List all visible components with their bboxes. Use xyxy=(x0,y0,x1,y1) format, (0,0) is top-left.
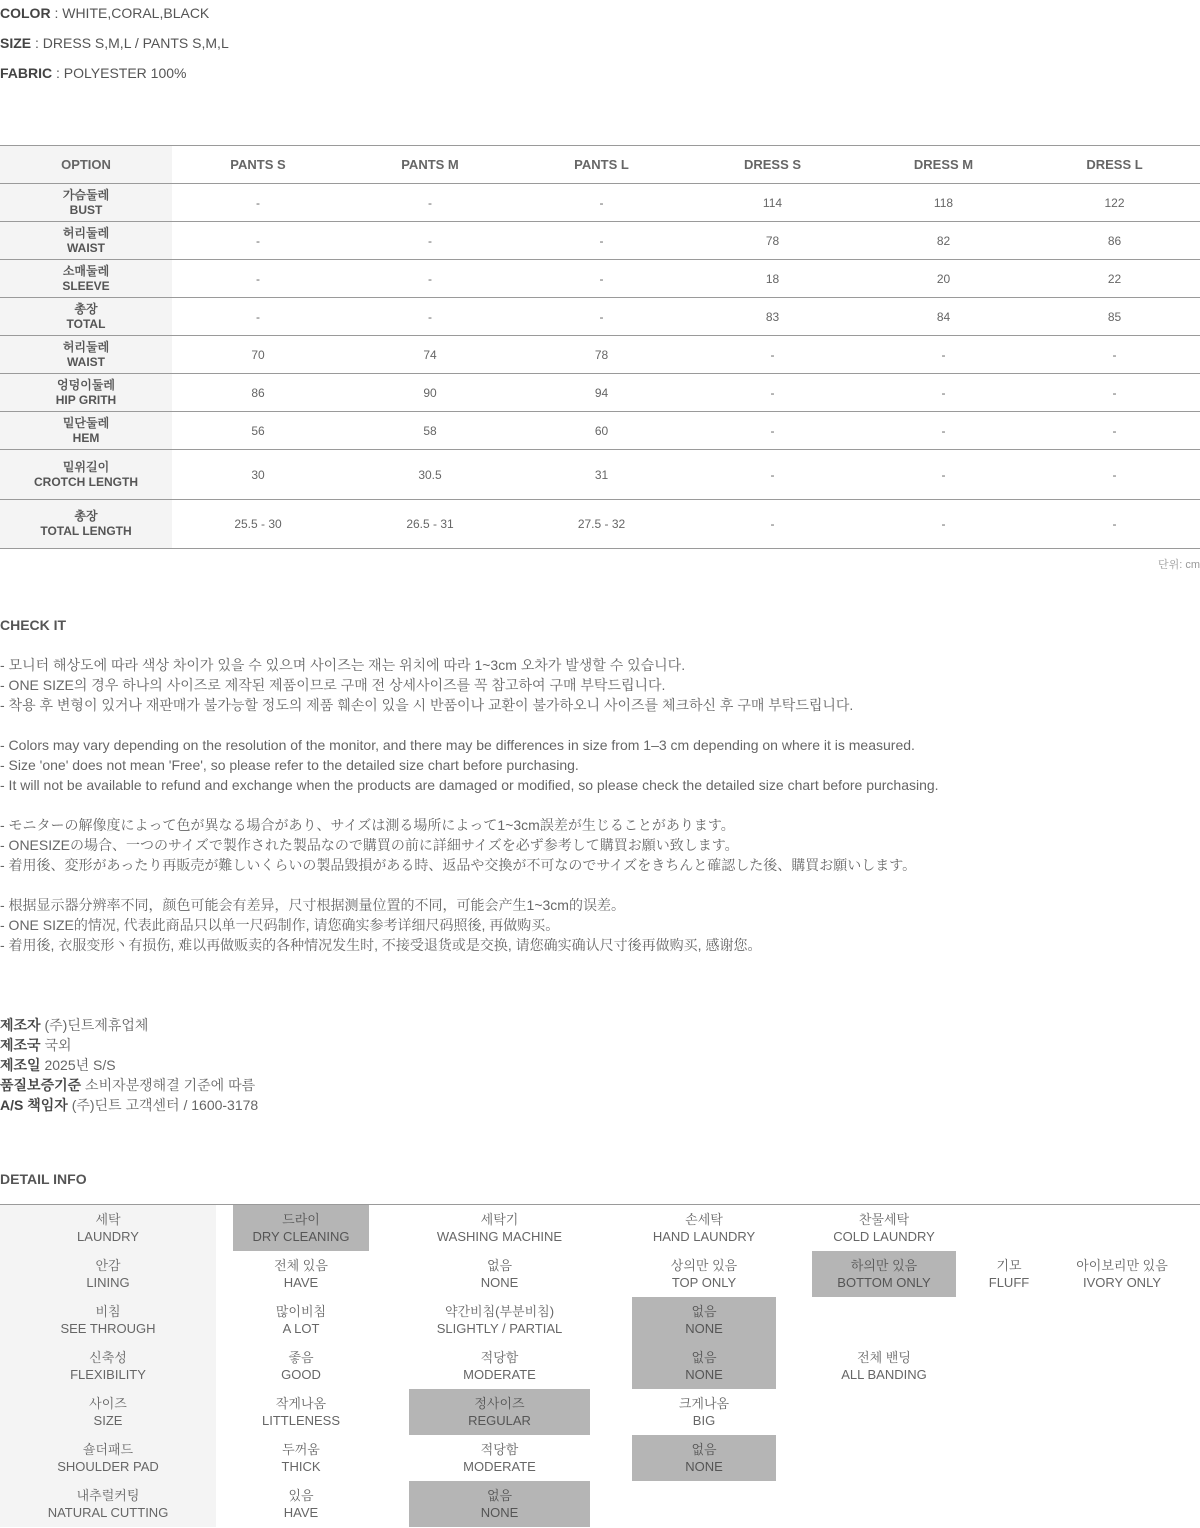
detail-row xyxy=(0,1389,1200,1435)
measurement-cell: 60 xyxy=(594,423,609,438)
size-column-header: DRESS L xyxy=(1086,157,1143,172)
detail-option-ko: 없음 xyxy=(691,1350,717,1365)
check-it-title: CHECK IT xyxy=(0,617,67,633)
spec-value: DRESS S,M,L / PANTS S,M,L xyxy=(42,35,229,51)
measurement-cell: - xyxy=(770,423,775,438)
detail-option-en: ALL BANDING xyxy=(841,1367,927,1382)
maker-row xyxy=(0,1075,258,1095)
detail-option-en: NONE xyxy=(685,1367,723,1382)
detail-option xyxy=(233,1297,369,1343)
size-column-header: PANTS S xyxy=(230,157,286,172)
detail-info-title: DETAIL INFO xyxy=(0,1171,87,1187)
measurement-cell: - xyxy=(941,347,946,362)
detail-option-ko: 전체 있음 xyxy=(274,1258,328,1273)
measurement-cell: - xyxy=(941,423,946,438)
detail-option-ko: 하의만 있음 xyxy=(850,1258,918,1273)
maker-info xyxy=(0,1015,258,1115)
note-line: - 着用後、変形があったり再販売が難しいくらいの製品毀損がある時、返品や交換が不可なのでサイズをきちんと確認した後、購買お願いします。 xyxy=(0,857,917,873)
table-row xyxy=(0,412,1200,450)
detail-option-ko: 약간비침(부분비침) xyxy=(444,1304,555,1319)
note-group xyxy=(0,735,939,795)
option-label-en: WAIST xyxy=(67,240,105,255)
detail-option-ko: 적당함 xyxy=(480,1350,519,1365)
detail-option-ko: 정사이즈 xyxy=(474,1396,525,1411)
detail-option xyxy=(1070,1251,1174,1297)
detail-option-selected xyxy=(409,1481,590,1527)
spec-label: SIZE xyxy=(0,35,32,51)
measurement-cell: 83 xyxy=(765,309,780,324)
detail-option-en: DRY CLEANING xyxy=(252,1229,350,1244)
measurement-cell: - xyxy=(599,309,604,324)
measurement-cell: - xyxy=(1112,467,1117,482)
maker-value: 국외 xyxy=(44,1037,72,1053)
detail-option-en: REGULAR xyxy=(468,1413,531,1428)
measurement-cell: 74 xyxy=(423,347,437,362)
option-cell xyxy=(0,184,172,222)
detail-head-ko: 비침 xyxy=(95,1304,121,1319)
detail-option-ko: 기모 xyxy=(996,1258,1022,1273)
option-label-ko: 밑단둘레 xyxy=(62,415,110,430)
measurement-cell: - xyxy=(941,517,946,531)
measurement-cell: 18 xyxy=(765,271,780,286)
detail-row-head xyxy=(0,1481,216,1527)
measurement-cell: 56 xyxy=(251,423,265,438)
maker-row xyxy=(0,1055,258,1075)
size-table xyxy=(0,145,1200,549)
option-label-ko: 허리둘레 xyxy=(62,225,110,240)
detail-option-ko: 작게나옴 xyxy=(275,1396,327,1411)
option-header: OPTION xyxy=(0,146,172,184)
measurement-cell: - xyxy=(941,385,946,400)
maker-value: 2025년 S/S xyxy=(44,1057,116,1073)
detail-row-head xyxy=(0,1389,216,1435)
detail-option-en: TOP ONLY xyxy=(671,1275,737,1290)
option-label-en: CROTCH LENGTH xyxy=(34,474,138,489)
detail-row-head xyxy=(0,1435,216,1481)
detail-option-ko: 있음 xyxy=(288,1488,314,1503)
detail-head-ko: 신축성 xyxy=(89,1350,127,1365)
detail-option xyxy=(409,1251,590,1297)
detail-option-ko: 없음 xyxy=(691,1304,717,1319)
note-line: - 着用後, 衣服变形丶有损伤, 难以再做贩卖的各种情况发生时, 不接受退货或是交换, 请您确实确认尺寸後再做购买, 感谢您。 xyxy=(0,937,762,953)
detail-option-selected xyxy=(812,1251,956,1297)
detail-row xyxy=(0,1297,1200,1343)
detail-option-en: WASHING MACHINE xyxy=(436,1229,563,1244)
size-table-header xyxy=(0,146,1200,184)
detail-option xyxy=(233,1481,369,1527)
measurement-cell: - xyxy=(599,195,604,210)
measurement-cell: - xyxy=(1112,517,1117,531)
detail-option-selected xyxy=(632,1435,776,1481)
measurement-cell: 122 xyxy=(1104,195,1125,210)
detail-row-head xyxy=(0,1205,216,1251)
detail-option xyxy=(233,1389,369,1435)
option-label-en: TOTAL xyxy=(66,316,106,331)
measurement-cell: - xyxy=(599,233,604,248)
detail-option-ko: 적당함 xyxy=(480,1442,519,1457)
detail-option-ko: 상의만 있음 xyxy=(670,1258,738,1273)
measurement-cell: 94 xyxy=(594,385,609,400)
option-label-ko: 가슴둘레 xyxy=(62,187,110,202)
measurement-cell: - xyxy=(1112,347,1117,362)
measurement-cell: - xyxy=(770,467,775,482)
detail-option-en: A LOT xyxy=(282,1321,320,1336)
detail-option-selected xyxy=(409,1389,590,1435)
measurement-cell: 30 xyxy=(251,467,265,482)
note-line: - モニターの解像度によって色が異なる場合があり、サイズは測る場所によって1~3cm誤差が生じることがあります。 xyxy=(0,817,735,833)
maker-value: 소비자분쟁해결 기준에 따름 xyxy=(85,1077,256,1093)
detail-row xyxy=(0,1481,1200,1527)
detail-option-ko: 아이보리만 있음 xyxy=(1076,1258,1168,1273)
detail-option-ko: 세탁기 xyxy=(480,1212,519,1227)
option-label-ko: 소매둘레 xyxy=(62,263,110,278)
detail-head-en: SIZE xyxy=(93,1413,123,1428)
measurement-cell: - xyxy=(428,195,432,210)
option-cell xyxy=(0,412,172,450)
size-column-header: DRESS M xyxy=(913,157,974,172)
table-row xyxy=(0,184,1200,222)
detail-option-ko: 크게나옴 xyxy=(678,1396,730,1411)
detail-head-ko: 사이즈 xyxy=(89,1396,127,1411)
detail-option xyxy=(632,1389,776,1435)
maker-label: 제조일 xyxy=(0,1057,41,1073)
note-line: - Size 'one' does not mean 'Free', so please refer to the detailed size chart before purchasing. xyxy=(0,757,579,773)
note-line: - 착용 후 변형이 있거나 재판매가 불가능할 정도의 제품 훼손이 있을 시 반품이나 교환이 불가하오니 사이즈를 체크하신 후 구매 부탁드립니다. xyxy=(0,697,854,713)
detail-row xyxy=(0,1205,1200,1251)
maker-label: 제조자 xyxy=(0,1017,41,1033)
table-row xyxy=(0,374,1200,412)
detail-option-ko: 없음 xyxy=(486,1488,513,1503)
option-cell xyxy=(0,374,172,412)
unit-note: 단위: cm xyxy=(1157,559,1200,571)
measurement-cell: - xyxy=(256,271,260,286)
table-row xyxy=(0,298,1200,336)
option-label-en: TOTAL LENGTH xyxy=(40,524,132,538)
option-cell xyxy=(0,450,172,500)
size-column-header: PANTS M xyxy=(401,157,459,172)
option-cell xyxy=(0,298,172,336)
option-cell xyxy=(0,222,172,260)
detail-option-en: FLUFF xyxy=(988,1275,1030,1290)
detail-option-ko: 두꺼움 xyxy=(282,1442,320,1457)
measurement-cell: 90 xyxy=(423,385,437,400)
detail-option-ko: 없음 xyxy=(691,1442,717,1457)
detail-option-en: GOOD xyxy=(281,1367,321,1382)
measurement-cell: 26.5 - 31 xyxy=(406,517,454,531)
measurement-cell: - xyxy=(770,517,775,531)
table-row xyxy=(0,450,1200,500)
measurement-cell: - xyxy=(941,467,946,482)
option-label-en: WAIST xyxy=(67,354,105,369)
measurement-cell: - xyxy=(1112,423,1117,438)
option-label-en: HEM xyxy=(72,430,100,445)
detail-option-en: HAVE xyxy=(283,1505,319,1520)
measurement-cell: - xyxy=(770,347,775,362)
size-column-header: DRESS S xyxy=(743,157,802,172)
measurement-cell: 86 xyxy=(1107,233,1122,248)
detail-row xyxy=(0,1343,1200,1389)
measurement-cell: 58 xyxy=(423,423,437,438)
maker-value: (주)딘트제휴업체 xyxy=(44,1017,149,1033)
option-label-ko: 총장 xyxy=(74,509,98,523)
detail-row xyxy=(0,1251,1200,1297)
measurement-cell: 20 xyxy=(936,271,951,286)
spec-color: COLOR : WHITE,CORAL,BLACK xyxy=(0,5,210,21)
note-group xyxy=(0,655,939,715)
detail-head-ko: 안감 xyxy=(95,1258,121,1273)
spec-label: FABRIC xyxy=(0,65,53,81)
measurement-cell: - xyxy=(256,233,260,248)
measurement-cell: 85 xyxy=(1107,309,1122,324)
measurement-cell: - xyxy=(1112,385,1117,400)
measurement-cell: - xyxy=(428,271,432,286)
detail-option-ko: 손세탁 xyxy=(685,1212,723,1227)
option-label-ko: 엉덩이둘레 xyxy=(57,377,115,392)
measurement-cell: 30.5 xyxy=(418,467,442,482)
detail-option-ko: 없음 xyxy=(486,1258,513,1273)
option-label-ko: 밑위길이 xyxy=(62,459,110,474)
detail-head-ko: 내추럴커팅 xyxy=(76,1488,140,1503)
detail-row xyxy=(0,1435,1200,1481)
spec-fabric: FABRIC : POLYESTER 100% xyxy=(0,65,187,81)
measurement-cell: 82 xyxy=(936,233,951,248)
measurement-cell: - xyxy=(256,195,260,210)
detail-option xyxy=(632,1205,776,1251)
detail-option xyxy=(233,1251,369,1297)
detail-option xyxy=(409,1297,590,1343)
option-label-ko: 허리둘레 xyxy=(62,339,110,354)
detail-option-selected xyxy=(632,1297,776,1343)
note-line: - 根据显示器分辨率不同，颜色可能会有差异，尺寸根据测量位置的不同，可能会产生1~3cm的误差。 xyxy=(0,897,625,913)
detail-head-en: NATURAL CUTTING xyxy=(47,1505,169,1520)
detail-head-en: SHOULDER PAD xyxy=(57,1459,159,1474)
note-line: - ONESIZEの場合、一つのサイズで製作された製品なので購買の前に詳細サイズを必ず参考して購買お願い致します。 xyxy=(0,837,739,853)
note-line: - Colors may vary depending on the resolution of the monitor, and there may be differences in size from 1–3 cm depending on where it is measured. xyxy=(0,737,915,753)
measurement-cell: 114 xyxy=(762,195,783,210)
detail-row-head xyxy=(0,1343,216,1389)
size-column-header: PANTS L xyxy=(574,157,629,172)
detail-option-en: BOTTOM ONLY xyxy=(837,1275,931,1290)
detail-head-ko: 세탁 xyxy=(95,1212,121,1227)
table-row xyxy=(0,336,1200,374)
detail-option-selected xyxy=(233,1205,369,1251)
detail-head-en: LAUNDRY xyxy=(77,1229,139,1244)
detail-option-en: NONE xyxy=(685,1459,723,1474)
detail-head-en: FLEXIBILITY xyxy=(70,1367,146,1382)
measurement-cell: 27.5 - 32 xyxy=(577,517,626,531)
detail-option-ko: 전체 밴딩 xyxy=(857,1350,911,1365)
detail-option xyxy=(812,1343,956,1389)
maker-label: 품질보증기준 xyxy=(0,1077,82,1093)
table-row xyxy=(0,222,1200,260)
detail-option xyxy=(233,1435,369,1481)
option-label-en: SLEEVE xyxy=(62,278,110,293)
detail-row-head xyxy=(0,1251,216,1297)
detail-option-en: HAVE xyxy=(283,1275,319,1290)
maker-label: A/S 책임자 xyxy=(0,1097,68,1113)
detail-head-en: SEE THROUGH xyxy=(60,1321,156,1336)
detail-option-en: LITTLENESS xyxy=(261,1413,341,1428)
detail-row-head xyxy=(0,1297,216,1343)
option-label-en: BUST xyxy=(69,202,103,217)
note-line: - ONE SIZE的情况, 代表此商品只以单一尺码制作, 请您确实参考详细尺码照後, 再做购买。 xyxy=(0,917,560,933)
measurement-cell: 22 xyxy=(1107,271,1122,286)
detail-option xyxy=(632,1251,776,1297)
note-group xyxy=(0,815,939,875)
measurement-cell: 118 xyxy=(933,195,954,210)
detail-option-en: NONE xyxy=(685,1321,723,1336)
detail-option xyxy=(233,1343,369,1389)
measurement-cell: - xyxy=(256,309,260,324)
measurement-cell: - xyxy=(428,233,432,248)
measurement-cell: 84 xyxy=(936,309,951,324)
detail-option-ko: 좋음 xyxy=(288,1350,314,1365)
measurement-cell: - xyxy=(599,271,604,286)
option-cell xyxy=(0,260,172,298)
spec-label: COLOR xyxy=(0,5,51,21)
detail-option-en: THICK xyxy=(281,1459,321,1474)
measurement-cell: - xyxy=(770,385,775,400)
detail-option-en: BIG xyxy=(692,1413,716,1428)
spec-value: POLYESTER 100% xyxy=(63,65,187,81)
maker-label: 제조국 xyxy=(0,1037,41,1053)
maker-row xyxy=(0,1095,258,1115)
measurement-cell: 25.5 - 30 xyxy=(234,517,282,531)
option-label-en: HIP GRITH xyxy=(55,392,117,407)
option-cell xyxy=(0,500,172,549)
table-row xyxy=(0,260,1200,298)
measurement-cell: 31 xyxy=(594,467,609,482)
detail-option-ko: 드라이 xyxy=(282,1212,320,1227)
maker-row xyxy=(0,1015,258,1035)
option-label-ko: 총장 xyxy=(74,301,98,316)
spec-size: SIZE : DRESS S,M,L / PANTS S,M,L xyxy=(0,35,229,51)
detail-option-en: NONE xyxy=(480,1275,519,1290)
detail-head-ko: 숄더패드 xyxy=(82,1442,134,1457)
detail-option xyxy=(409,1435,590,1481)
detail-head-en: LINING xyxy=(86,1275,130,1290)
note-line: - 모니터 해상도에 따라 색상 차이가 있을 수 있으며 사이즈는 재는 위치에 따라 1~3cm 오차가 발생할 수 있습니다. xyxy=(0,657,686,673)
detail-option-selected xyxy=(632,1343,776,1389)
option-cell xyxy=(0,336,172,374)
detail-option-en: MODERATE xyxy=(463,1459,536,1474)
detail-option-en: MODERATE xyxy=(463,1367,536,1382)
table-row xyxy=(0,500,1200,549)
maker-value: (주)딘트 고객센터 / 1600-3178 xyxy=(71,1097,259,1113)
detail-option-en: SLIGHTLY / PARTIAL xyxy=(436,1321,563,1336)
note-line: - It will not be available to refund and exchange when the products are damaged or modified, so please check the detailed size chart before purchasing. xyxy=(0,777,939,793)
detail-option xyxy=(409,1343,590,1389)
detail-info-table xyxy=(0,1204,1200,1527)
detail-option-ko: 찬물세탁 xyxy=(858,1212,910,1227)
measurement-cell: 70 xyxy=(251,347,265,362)
detail-option-en: COLD LAUNDRY xyxy=(833,1229,935,1244)
detail-option-en: HAND LAUNDRY xyxy=(652,1229,756,1244)
measurement-cell: 78 xyxy=(594,347,609,362)
note-group xyxy=(0,895,939,955)
measurement-cell: 78 xyxy=(765,233,780,248)
detail-option-en: IVORY ONLY xyxy=(1082,1275,1162,1290)
check-it-notes xyxy=(0,655,939,975)
measurement-cell: 86 xyxy=(251,385,265,400)
spec-value: WHITE,CORAL,BLACK xyxy=(62,5,210,21)
note-line: - ONE SIZE의 경우 하나의 사이즈로 제작된 제품이므로 구매 전 상세사이즈를 꼭 참고하여 구매 부탁드립니다. xyxy=(0,677,666,693)
measurement-cell: - xyxy=(428,309,432,324)
detail-option-ko: 많이비침 xyxy=(275,1304,327,1319)
detail-option xyxy=(409,1205,590,1251)
detail-option-en: NONE xyxy=(480,1505,519,1520)
detail-option xyxy=(812,1205,956,1251)
maker-row xyxy=(0,1035,258,1055)
detail-option xyxy=(964,1251,1054,1297)
